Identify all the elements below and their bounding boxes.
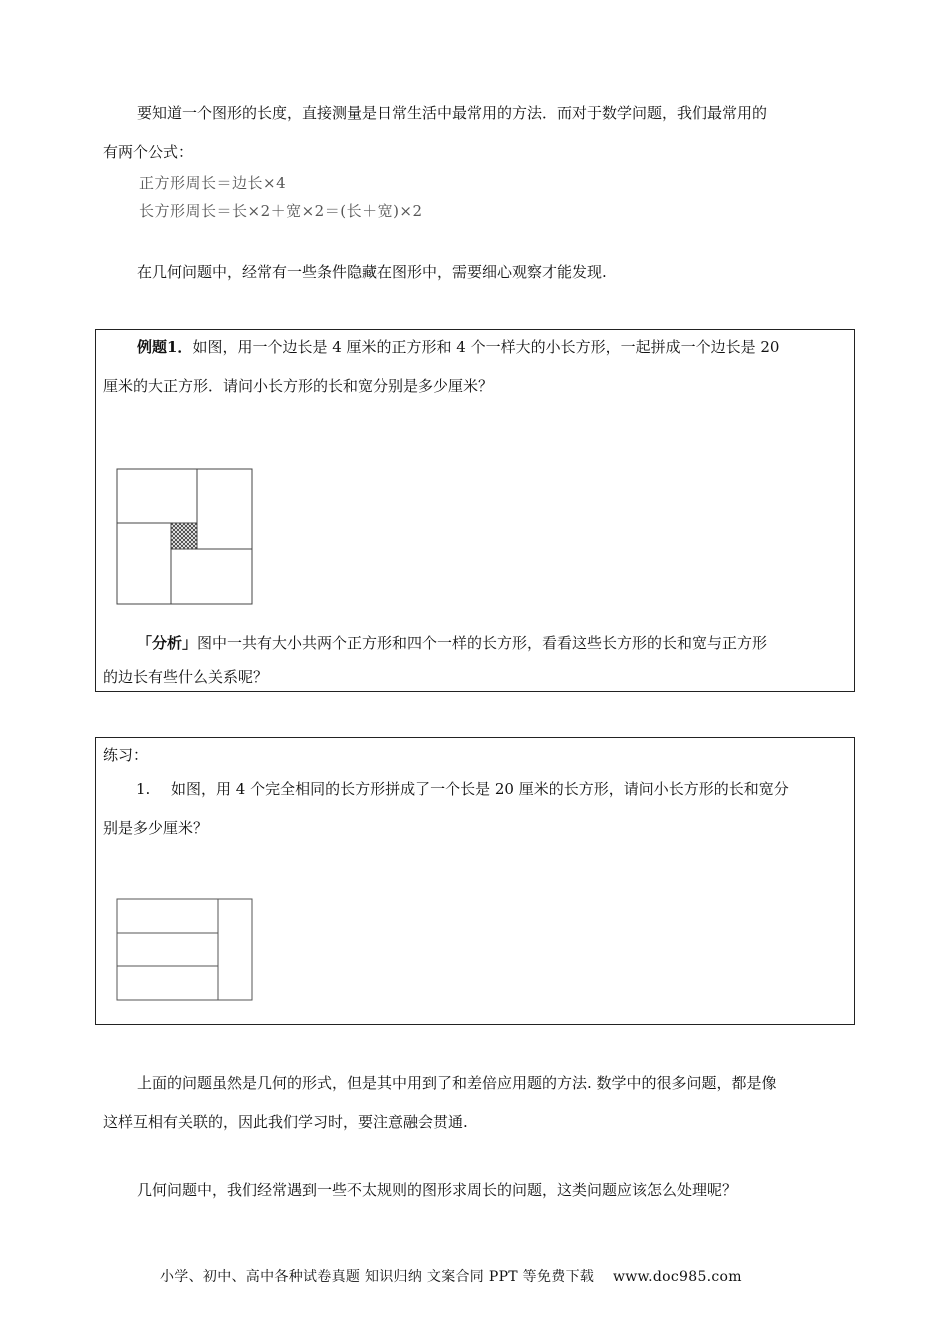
closing-paragraph-2: 几何问题中，我们经常遇到一些不太规则的图形求周长的问题，这类问题应该怎么处理呢？ xyxy=(137,1181,738,1199)
intro-paragraph-line2: 有两个公式： xyxy=(103,143,194,161)
pinwheel-square-figure xyxy=(116,468,254,606)
footer xyxy=(160,1266,742,1286)
intro-paragraph-line1: 要知道一个图形的长度，直接测量是日常生活中最常用的方法．而对于数学问题，我们最常用的 xyxy=(137,104,768,122)
practice-box xyxy=(95,737,855,1025)
example-1-text-line1: 如图，用一个边长是 4 厘米的正方形和 4 个一样大的小长方形，一起拼成一个边长是 20 xyxy=(192,338,780,356)
small-rectangle-top-left xyxy=(117,469,197,523)
practice-title: 练习： xyxy=(103,746,149,764)
example-1-question-line1 xyxy=(137,330,779,364)
intro-paragraph-2: 在几何问题中，经常有一些条件隐藏在图形中，需要细心观察才能发现. xyxy=(137,263,607,281)
example-1-question-line2: 厘米的大正方形．请问小长方形的长和宽分别是多少厘米？ xyxy=(103,377,494,395)
analysis-text-line1: 图中一共有大小共两个正方形和四个一样的长方形，看看这些长方形的长和宽与正方形 xyxy=(197,634,768,652)
example-1-analysis-line1 xyxy=(137,626,767,660)
center-small-square xyxy=(171,523,197,549)
example-1-box xyxy=(95,329,855,692)
small-rectangle-2 xyxy=(117,933,218,966)
closing-paragraph-line2: 这样互相有关联的，因此我们学习时，要注意融会贯通. xyxy=(103,1113,468,1131)
practice-item-line1: 如图，用 4 个完全相同的长方形拼成了一个长是 20 厘米的长方形，请问小长方形的长和宽分 xyxy=(171,780,789,798)
example-1-label: 例题1． xyxy=(137,338,193,356)
small-rectangle-1 xyxy=(117,899,218,933)
footer-url[interactable]: www.doc985.com xyxy=(612,1269,742,1285)
closing-paragraph-line1: 上面的问题虽然是几何的形式，但是其中用到了和差倍应用题的方法. 数学中的很多问题，都是像 xyxy=(137,1074,777,1092)
small-rectangle-bottom-right xyxy=(171,549,252,604)
analysis-label: 「分析」 xyxy=(137,634,198,652)
stacked-rectangles-figure xyxy=(116,898,256,1002)
small-rectangle-top-right xyxy=(197,469,252,549)
large-rectangle-outline xyxy=(117,899,252,1000)
small-rectangle-bottom-left xyxy=(117,523,171,604)
rectangle-perimeter-formula: 长方形周长＝长×2＋宽×2＝(长＋宽)×2 xyxy=(139,202,423,220)
small-rectangle-vertical xyxy=(218,899,252,1000)
square-perimeter-formula: 正方形周长＝边长×4 xyxy=(139,174,287,192)
small-rectangle-3 xyxy=(117,966,218,1000)
example-1-analysis-line2: 的边长有些什么关系呢？ xyxy=(103,668,269,686)
footer-text: 小学、初中、高中各种试卷真题 知识归纳 文案合同 PPT 等免费下载 xyxy=(160,1269,595,1285)
practice-item-number: 1. xyxy=(136,780,151,798)
practice-item-line2: 别是多少厘米？ xyxy=(103,819,209,837)
